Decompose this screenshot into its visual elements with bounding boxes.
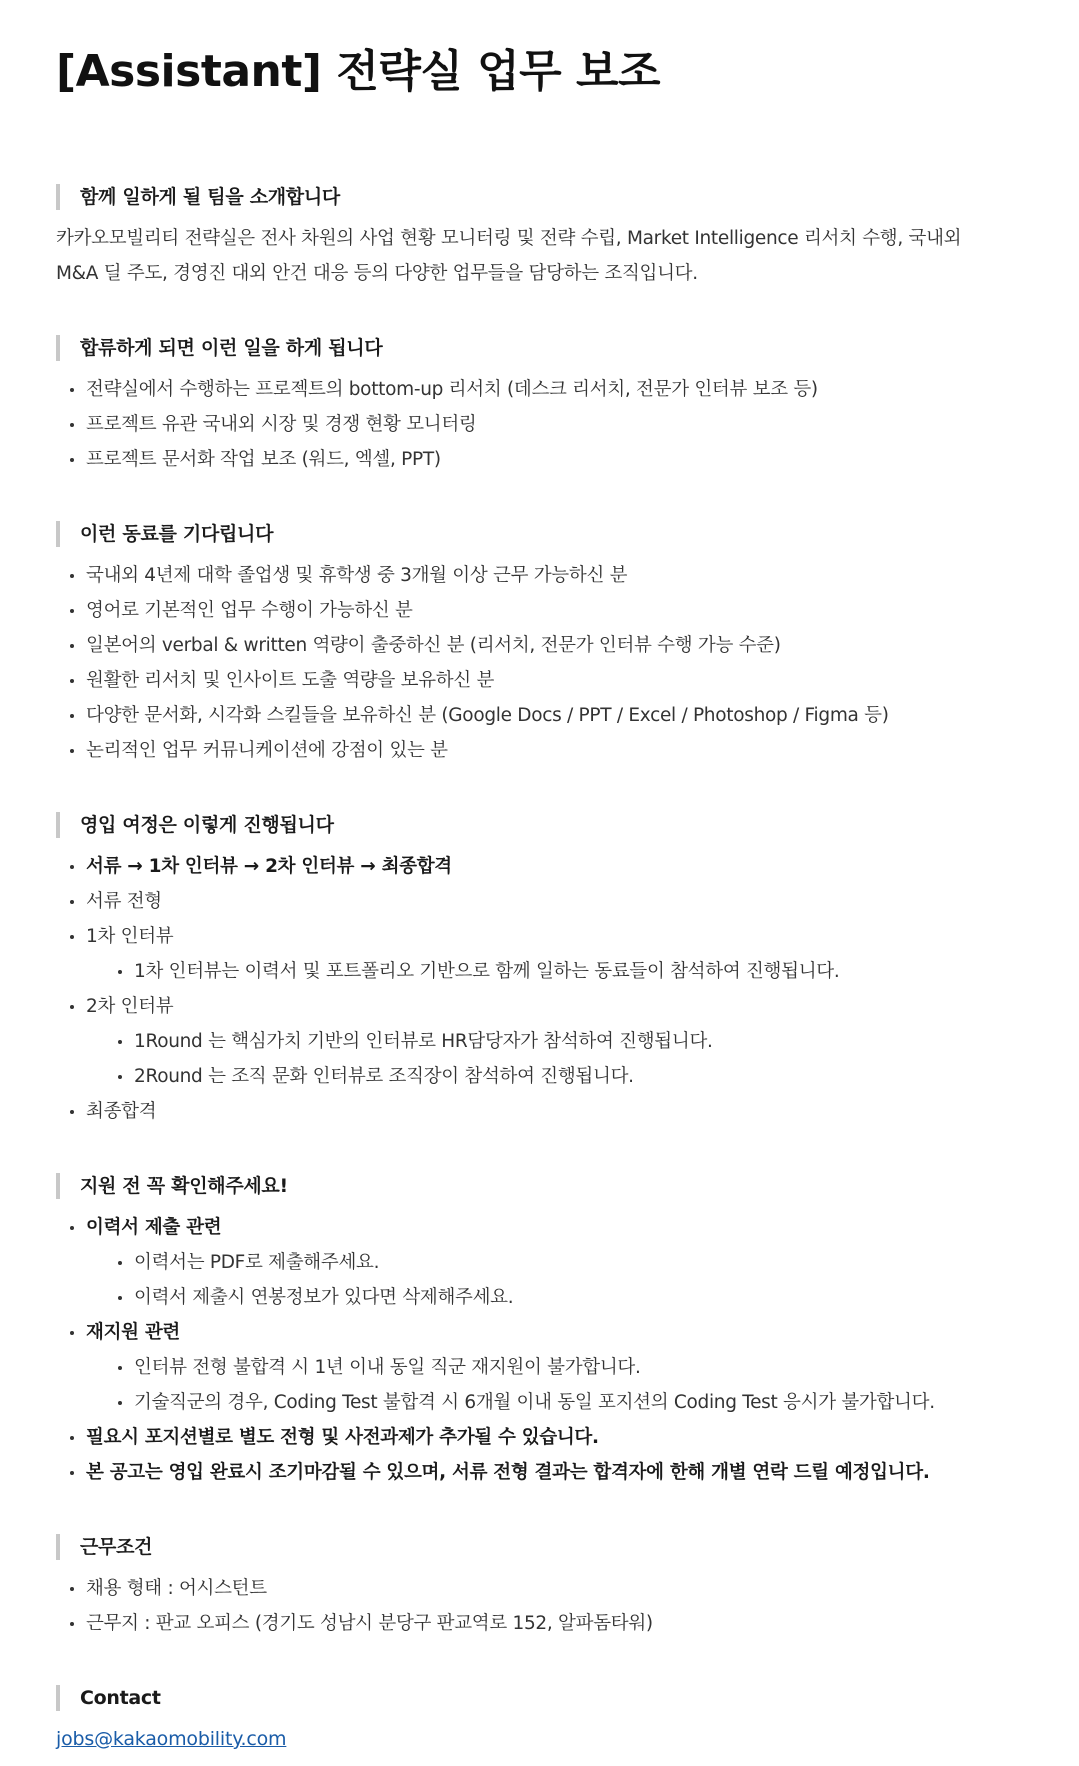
contact-email-link[interactable]: jobs@kakaomobility.com bbox=[56, 1728, 287, 1750]
section-heading-conditions: 근무조건 bbox=[56, 1534, 1023, 1560]
qualifications-list bbox=[56, 558, 1023, 768]
section-notice bbox=[56, 1173, 1023, 1490]
list-item: 국내외 4년제 대학 졸업생 및 휴학생 중 3개월 이상 근무 가능하신 분 bbox=[68, 558, 1023, 593]
list-item: 2Round 는 조직 문화 인터뷰로 조직장이 참석하여 진행됩니다. bbox=[116, 1059, 1023, 1094]
process-list bbox=[56, 849, 1023, 1129]
list-item: 기술직군의 경우, Coding Test 불합격 시 6개월 이내 동일 포지션의 Coding Test 응시가 불가합니다. bbox=[116, 1385, 1023, 1420]
notice-list bbox=[56, 1210, 1023, 1490]
list-item: 인터뷰 전형 불합격 시 1년 이내 동일 직군 재지원이 불가합니다. bbox=[116, 1350, 1023, 1385]
list-item: 원활한 리서치 및 인사이트 도출 역량을 보유하신 분 bbox=[68, 663, 1023, 698]
page-title: [Assistant] 전략실 업무 보조 bbox=[56, 46, 660, 97]
process-step-label: 1차 인터뷰 bbox=[86, 926, 174, 947]
section-heading-contact: Contact bbox=[56, 1685, 1023, 1711]
notice-closing: 본 공고는 영입 완료시 조기마감될 수 있으며, 서류 전형 결과는 합격자에 한해 개별 연락 드릴 예정입니다. bbox=[68, 1455, 1023, 1490]
section-heading-team: 함께 일하게 될 팀을 소개합니다 bbox=[56, 184, 1023, 210]
list-item: 다양한 문서화, 시각화 스킬들을 보유하신 분 (Google Docs / PPT / Excel / Photoshop / Figma 등) bbox=[68, 698, 1023, 733]
notice-label: 재지원 관련 bbox=[86, 1322, 180, 1343]
notice-extra: 필요시 포지션별로 별도 전형 및 사전과제가 추가될 수 있습니다. bbox=[68, 1420, 1023, 1455]
section-heading-notice: 지원 전 꼭 확인해주세요! bbox=[56, 1173, 1023, 1199]
list-item: 전략실에서 수행하는 프로젝트의 bottom-up 리서치 (데스크 리서치, 전문가 인터뷰 보조 등) bbox=[68, 372, 1023, 407]
section-contact bbox=[56, 1685, 1023, 1754]
list-item: 일본어의 verbal & written 역량이 출중하신 분 (리서치, 전문가 인터뷰 수행 가능 수준) bbox=[68, 628, 1023, 663]
list-item: 논리적인 업무 커뮤니케이션에 강점이 있는 분 bbox=[68, 733, 1023, 768]
list-item: 영어로 기본적인 업무 수행이 가능하신 분 bbox=[68, 593, 1023, 628]
list-item: 1Round 는 핵심가치 기반의 인터뷰로 HR담당자가 참석하여 진행됩니다. bbox=[116, 1024, 1023, 1059]
section-duties bbox=[56, 335, 1023, 477]
process-step-interview-2 bbox=[68, 989, 1023, 1094]
process-step-interview-1 bbox=[68, 919, 1023, 989]
list-item: 프로젝트 문서화 작업 보조 (워드, 엑셀, PPT) bbox=[68, 442, 1023, 477]
section-team bbox=[56, 184, 1023, 291]
reapply-details bbox=[86, 1350, 1023, 1420]
process-step-final: 최종합격 bbox=[68, 1094, 1023, 1129]
section-process bbox=[56, 812, 1023, 1129]
list-item: 근무지 : 판교 오피스 (경기도 성남시 분당구 판교역로 152, 알파돔타워) bbox=[68, 1606, 1023, 1641]
section-heading-duties: 합류하게 되면 이런 일을 하게 됩니다 bbox=[56, 335, 1023, 361]
section-qualifications bbox=[56, 521, 1023, 768]
interview-2-details bbox=[86, 1024, 1023, 1094]
list-item: 이력서는 PDF로 제출해주세요. bbox=[116, 1245, 1023, 1280]
process-flow: 서류 → 1차 인터뷰 → 2차 인터뷰 → 최종합격 bbox=[68, 849, 1023, 884]
section-heading-qualifications: 이런 동료를 기다립니다 bbox=[56, 521, 1023, 547]
section-conditions bbox=[56, 1534, 1023, 1641]
list-item: 이력서 제출시 연봉정보가 있다면 삭제해주세요. bbox=[116, 1280, 1023, 1315]
process-step-label: 2차 인터뷰 bbox=[86, 996, 174, 1017]
section-heading-process: 영입 여정은 이렇게 진행됩니다 bbox=[56, 812, 1023, 838]
notice-resume bbox=[68, 1210, 1023, 1315]
resume-details bbox=[86, 1245, 1023, 1315]
conditions-list bbox=[56, 1571, 1023, 1641]
process-step-documents: 서류 전형 bbox=[68, 884, 1023, 919]
list-item: 1차 인터뷰는 이력서 및 포트폴리오 기반으로 함께 일하는 동료들이 참석하여 진행됩니다. bbox=[116, 954, 1023, 989]
notice-label: 이력서 제출 관련 bbox=[86, 1217, 222, 1238]
duties-list bbox=[56, 372, 1023, 477]
interview-1-details bbox=[86, 954, 1023, 989]
list-item: 채용 형태 : 어시스턴트 bbox=[68, 1571, 1023, 1606]
list-item: 프로젝트 유관 국내외 시장 및 경쟁 현황 모니터링 bbox=[68, 407, 1023, 442]
notice-reapply bbox=[68, 1315, 1023, 1420]
team-description: 카카오모빌리티 전략실은 전사 차원의 사업 현황 모니터링 및 전략 수립, Market Intelligence 리서치 수행, 국내외 M&A 딜 주도, 경영진 대외 안건 대응 등의 다양한 업무들을 담당하는 조직입니다. bbox=[56, 228, 962, 284]
